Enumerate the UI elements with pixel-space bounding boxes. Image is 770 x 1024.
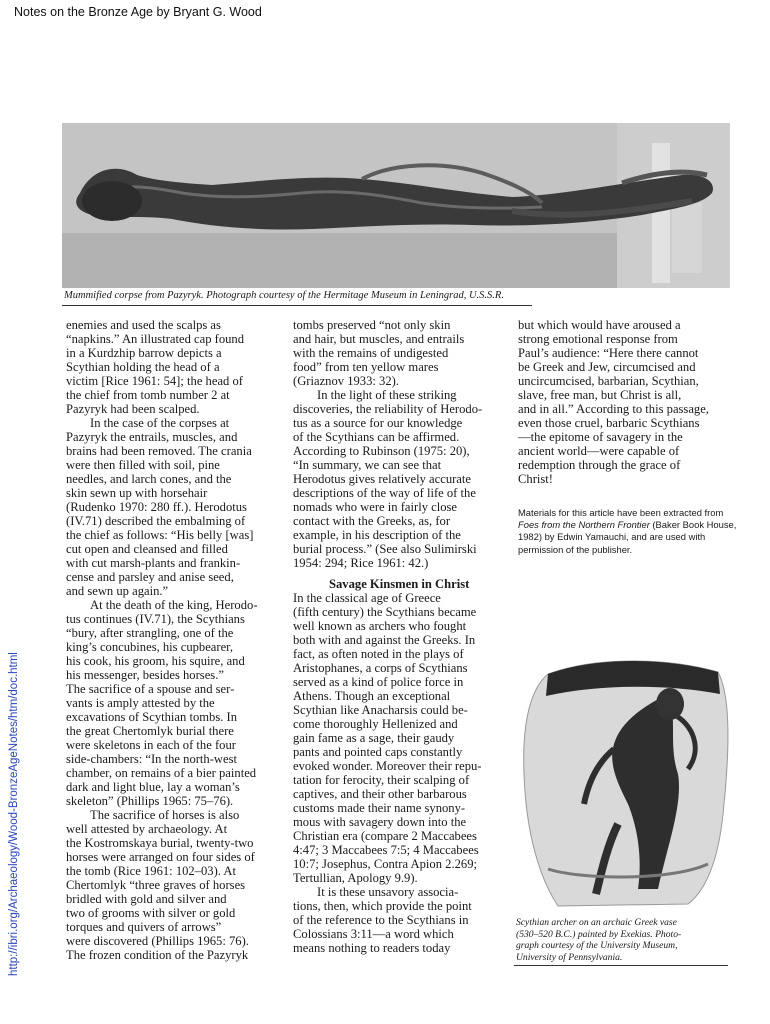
- mummy-photograph: [62, 123, 730, 288]
- paragraph: In the classical age of Greece (fifth century) the Scythians became well known as archers who fought both with and against the Greeks. In fact, as often noted in the plays of Aristophanes, a corps of Scythians served as a kind of police force in Athens. Though an exceptional Scythian like Anacharsis could be- come thoroughly Hellenized and gain fame as a sage, their gaudy pants and pointed caps constantly evoked wonder. Moreover their repu- tation for ferocity, their scalping of captives, and their other barbarous customs made their name synony- mous with savagery down into the Christian era (compare 2 Maccabees 4:47; 3 Maccabees 7:5; 4 Maccabees 10:7; Josephus, Contra Apion 2.269; Tertullian, Apology 9.9).: [293, 591, 482, 885]
- text-column-2: [293, 318, 515, 955]
- archer-vase-illustration: [518, 654, 733, 909]
- text-column-1: [66, 318, 288, 962]
- paragraph: At the death of the king, Herodo- tus continues (IV.71), the Scythians “bury, after strangling, one of the king’s concubines, his cupbearer, his cook, his groom, his squire, and his messenger, besides horses.” The sacrifice of a spouse and ser- vants is amply attested by the excavations of Scythian tombs. In the great Chertomlyk burial there were skeletons in each of the four side-chambers: “In the north-west chamber, on remains of a bier painted dark and light blue, lay a woman’s skeleton” (Phillips 1965: 75–76).: [66, 598, 258, 808]
- paragraph: It is these unsavory associa- tions, then, which provide the point of the reference to the Scythians in Colossians 3:11—a word which means nothing to readers today: [293, 885, 472, 955]
- paragraph: The sacrifice of horses is also well attested by archaeology. At the Kostromskaya burial, twenty-two horses were arranged on four sides of the tomb (Rice 1961: 102–03). At Chertomlyk “three graves of horses bridled with gold and silver and two of grooms with silver or gold torques and quivers of arrows” were discovered (Phillips 1965: 76). The frozen condition of the Pazyryk: [66, 808, 255, 962]
- credit-text: (Baker Book House, 1982) by Edwin Yamauchi, and are used with permission of the publisher.: [518, 519, 737, 555]
- credit-text: Materials for this article have been extracted from: [518, 507, 724, 518]
- paragraph: tombs preserved “not only skin and hair, but muscles, and entrails with the remains of undigested food” from ten yellow mares (Griaznov 1933: 32).: [293, 318, 465, 388]
- source-credit: [518, 507, 738, 556]
- vase-caption-divider: [514, 965, 728, 966]
- paragraph: enemies and used the scalps as “napkins.” An illustrated cap found in a Kurdzhip barrow depicts a Scythian holding the head of a victim [Rice 1961: 54]; the head of the chief from tomb number 2 at Pazyryk had been scalped.: [66, 318, 245, 416]
- paragraph: In the case of the corpses at Pazyryk the entrails, muscles, and brains had been removed. The crania were then filled with soil, pine needles, and larch cones, and the skin sewn up with horsehair (Rudenko 1970: 280 ff.). Herodotus (IV.71) described the embalming of the chief as follows: “His belly [was] cut open and cleansed and filled with cut marsh-plants and frankin- cense and parsley and anise seed, and sewn up again.”: [66, 416, 254, 598]
- paragraph: In the light of these striking discoveries, the reliability of Herodo- tus as a source for our knowledge of the Scythians can be affirmed. According to Rubinson (1975: 20), “In summary, we can see that Herodotus gives relatively accurate descriptions of the way of life of the nomads who were in fairly close contact with the Greeks, as, for example, in his description of the burial process.” (See also Sulimirski 1954: 294; Rice 1961: 42.): [293, 388, 483, 570]
- text-column-3: [518, 318, 738, 486]
- photo-caption: Mummified corpse from Pazyryk. Photograph courtesy of the Hermitage Museum in Leningrad, U.S.S.R.: [64, 290, 504, 301]
- vase-image: [518, 654, 733, 909]
- source-url[interactable]: http://ibri.org/Archaeology/Wood-BronzeAgeNotes/htm/doc.html: [8, 652, 20, 976]
- caption-divider: [62, 305, 532, 306]
- paragraph: but which would have aroused a strong emotional response from Paul’s audience: “Here there cannot be Greek and Jew, circumcised and uncircumcised, barbarian, Scythian, slave, free man, but Christ is all, and in all.” According to this passage, even those cruel, barbaric Scythians —the epitome of savagery in the ancient world—were capable of redemption through the grace of Christ!: [518, 318, 709, 486]
- mummy-illustration: [62, 123, 730, 288]
- document-header: Notes on the Bronze Age by Bryant G. Wood: [14, 5, 262, 19]
- book-title: Foes from the Northern Frontier: [518, 519, 650, 531]
- section-heading: Savage Kinsmen in Christ: [329, 577, 470, 591]
- vase-caption: Scythian archer on an archaic Greek vase (530–520 B.C.) painted by Exekias. Photo- graph courtesy of the University Museum, University of Pennsylvania.: [516, 917, 682, 963]
